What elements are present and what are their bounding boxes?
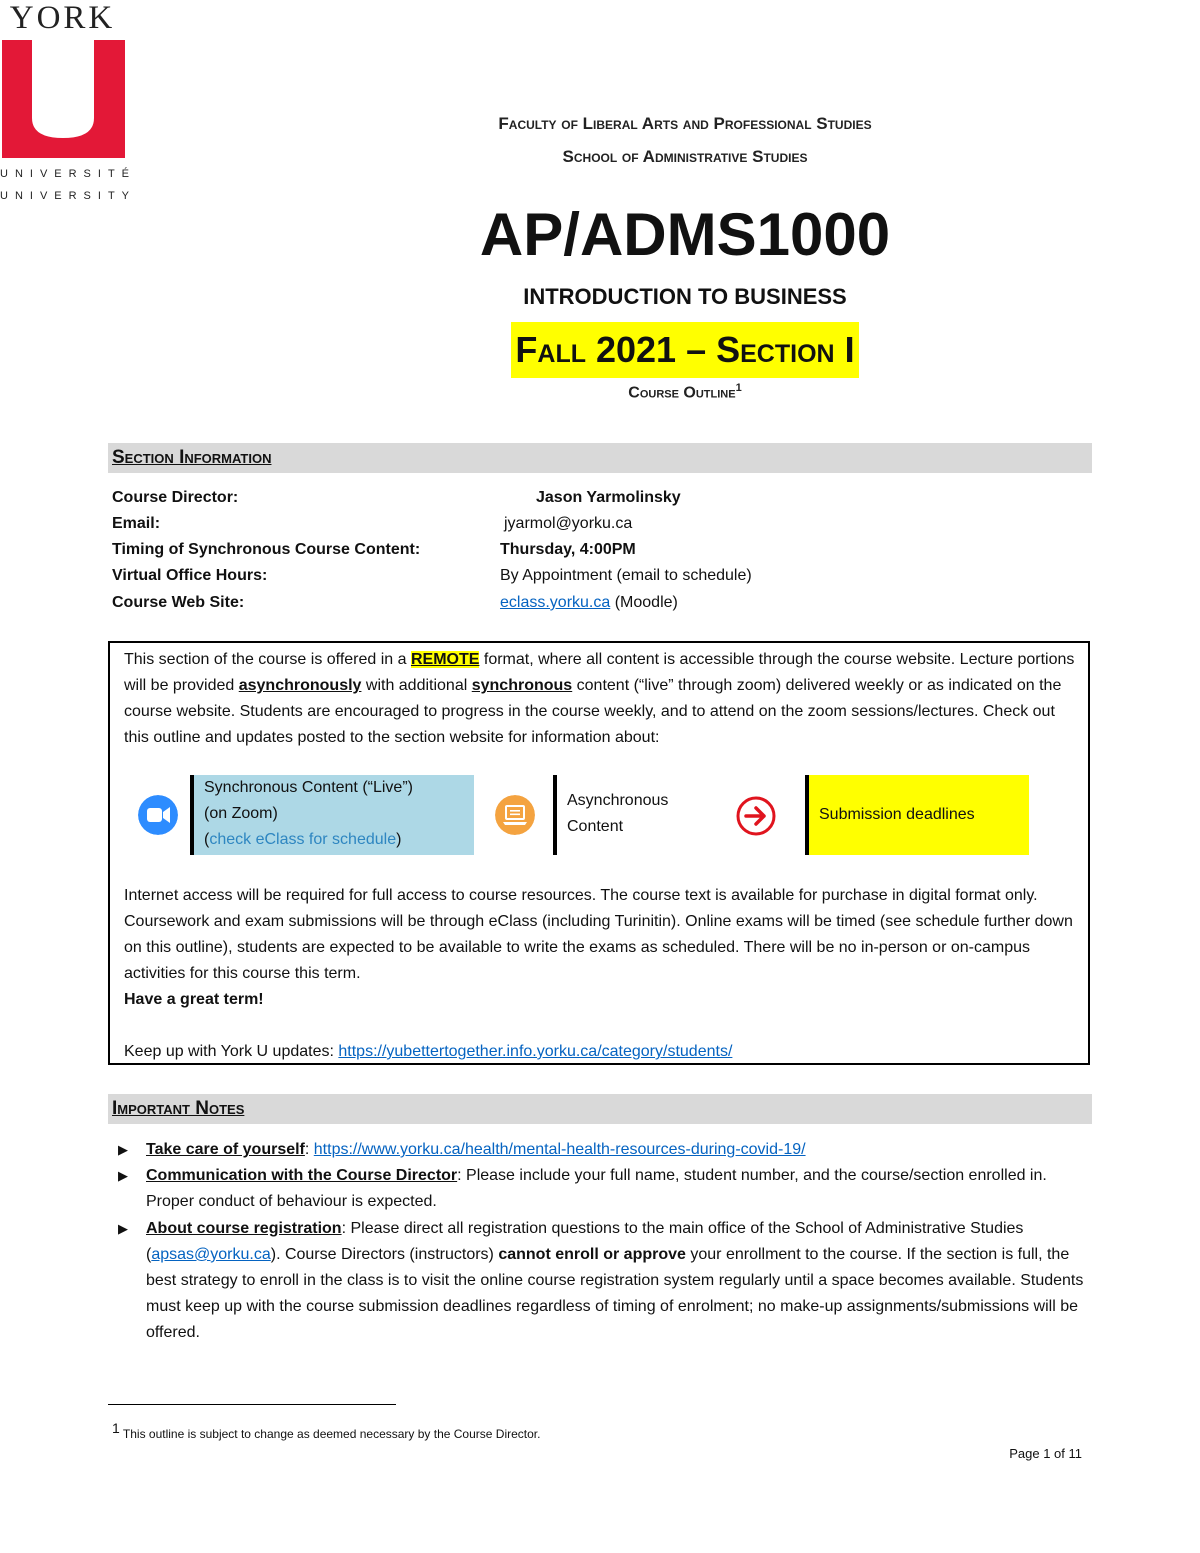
legend-submission-deadlines: Submission deadlines xyxy=(805,775,1029,855)
important-notes-heading: Important Notes xyxy=(108,1094,1092,1124)
page-number: Page 1 of 11 xyxy=(1009,1446,1082,1461)
course-code: AP/ADMS1000 xyxy=(479,201,891,268)
laptop-icon xyxy=(495,795,535,835)
logo-universite: UNIVERSITÉ xyxy=(0,168,137,180)
york-university-logo xyxy=(0,0,137,210)
remote-intro-paragraph: This section of the course is offered in a REMOTE format, where all content is accessible through the course website. Lecture portions will be provided asynchronously with additional synchronous content (“live” through zoom) delivered weekly or as indicated on the course website. Students are encouraged to progress in the course weekly, and to attend on the zoom sessions/lectures. Check out this outline and updates posted to the section website for information about: xyxy=(124,651,1075,746)
footnote-separator xyxy=(108,1404,396,1405)
bullet-triangle-icon: ▶ xyxy=(118,1221,128,1236)
legend-asynchronous: Asynchronous Content xyxy=(553,775,693,855)
remote-highlight: REMOTE xyxy=(410,651,480,668)
section-information-heading: Section Information xyxy=(108,443,1092,473)
faculty-title: Faculty of Liberal Arts and Professional Studies xyxy=(498,114,872,133)
info-row-website: Course Web Site: eclass.yorku.ca (Moodle) xyxy=(112,594,678,611)
legend-synchronous: Synchronous Content (“Live”) (on Zoom) (check eClass for schedule) xyxy=(190,775,474,855)
remote-format-box xyxy=(108,641,1090,1065)
info-row-timing: Timing of Synchronous Course Content: Thursday, 4:00PM xyxy=(112,541,636,558)
eclass-link[interactable]: eclass.yorku.ca xyxy=(500,594,611,611)
york-updates-line: Keep up with York U updates: https://yubettertogether.info.yorku.ca/category/students/ xyxy=(124,1043,733,1060)
term-section: Fall 2021 – Section I xyxy=(511,322,858,378)
footnote-ref: 1 xyxy=(735,382,742,394)
course-outline-label: Course Outline$^1$ xyxy=(628,382,742,402)
logo-u-mark xyxy=(2,40,125,158)
yubettertogether-link[interactable]: https://yubettertogether.info.yorku.ca/category/students/ xyxy=(338,1043,733,1060)
info-row-director: Course Director: Jason Yarmolinsky xyxy=(112,489,681,506)
course-title: INTRODUCTION TO BUSINESS xyxy=(523,284,847,309)
apsas-email-link[interactable]: apsas@yorku.ca xyxy=(151,1246,271,1263)
eclass-schedule-link[interactable]: check eClass for schedule xyxy=(209,831,397,848)
arrow-right-circle-icon xyxy=(735,795,777,837)
zoom-video-icon xyxy=(138,795,178,835)
info-row-office-hours: Virtual Office Hours: By Appointment (email to schedule) xyxy=(112,567,752,584)
bullet-triangle-icon: ▶ xyxy=(118,1142,128,1157)
remote-access-paragraph: Internet access will be required for full access to course resources. The course text is available for purchase in digital format only. Coursework and exam submissions will be through eClass (including Turinitin). Online exams will be timed (see schedule further down on this outline), students are expected to be available to write the exams as scheduled. There will be no in-person or on-campus activities for this course this term. Have a great term! xyxy=(124,887,1073,1008)
logo-university: UNIVERSITY xyxy=(0,190,137,202)
bullet-triangle-icon: ▶ xyxy=(118,1168,128,1183)
mental-health-link[interactable]: https://www.yorku.ca/health/mental-health-resources-during-covid-19/ xyxy=(313,1141,806,1158)
info-row-email: Email: jyarmol@yorku.ca xyxy=(112,515,633,532)
footnote: $^1$ This outline is subject to change as deemed necessary by the Course Director. xyxy=(112,1420,541,1441)
logo-york-text: YORK xyxy=(9,0,116,36)
school-title: School of Administrative Studies xyxy=(562,147,808,166)
